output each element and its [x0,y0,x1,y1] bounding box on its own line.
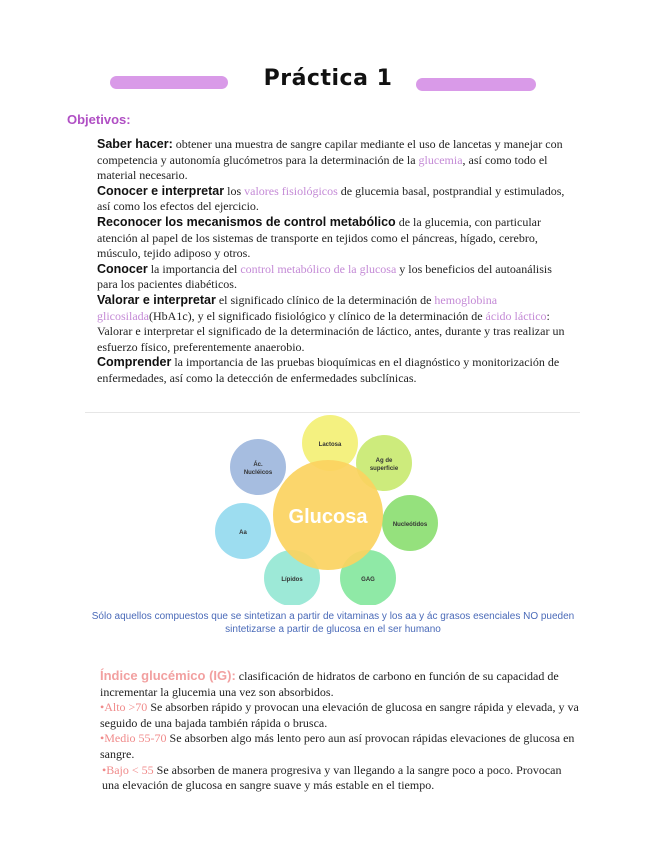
gi-item-label: •Alto >70 [100,700,148,715]
objective-link[interactable]: hemoglobina glicosilada [97,292,498,323]
objective-text: de la glucemia, con particular atención al papel de los sistemas de transporte en tejidos como el páncreas, hígado, cerebro, músculo, tejido adiposo y otros. [97,214,541,261]
objectives-list [92,137,570,387]
objective-lead: Comprender [97,355,172,370]
objective-lead: Valorar e interpretar [97,292,216,307]
diagram-node-ac-nucleicos [230,439,286,495]
gi-item-text: Se absorben de manera progresiva y van llegando a la sangre poco a poco. Provocan una elevación de glucosa en sangre suave y más estable en el tiempo. [102,762,562,793]
diagram-node-label: Ag de [375,458,393,464]
objective-text: , así como todo el material necesario. [97,152,548,183]
objective-link[interactable]: control metabólico de la glucosa [240,261,397,276]
gi-title: Índice glucémico (IG): [100,668,236,683]
diagram-node-label: Lactosa [318,442,342,448]
objectives-heading: Objetivos: [67,112,131,127]
diagram-node-label: GAG [361,577,375,583]
objective-item [92,215,570,262]
section-divider [85,412,580,413]
objective-lead: Conocer e interpretar [97,183,225,198]
objective-text: la importancia del [147,261,241,276]
diagram-center-label: Glucosa [288,506,368,528]
gi-item-text: Se absorben algo más lento pero aun así provocan rápidas elevaciones de glucosa en sangre. [100,731,575,761]
diagram-node-label: superficie [369,466,399,472]
objective-item [92,184,570,215]
objective-link[interactable]: glucemia [418,152,463,167]
gi-intro-text: clasificación de hidratos de carbono en función de su capacidad de incrementar la glucemia una vez son absorbidos. [100,669,559,699]
objective-item [92,137,570,184]
objective-item [92,293,570,355]
diagram-caption: Sólo aquellos compuestos que se sintetizan a partir de vitaminas y los aa y ác grasos esenciales NO pueden sintetizarse a partir de glucosa en el ser humano [91,611,575,635]
glucose-diagram [210,415,450,605]
gi-item-label: •Medio 55-70 [100,731,167,746]
gi-item-label: •Bajo < 55 [102,762,154,777]
objective-text: : Valorar e interpretar el significado de la determinación de láctico, antes, durante y tras realizar un esfuerzo físico, preferentemente anaerobio. [97,308,565,354]
objective-text: (HbA1c), y el significado fisiológico y clínico de la determinación de [148,308,486,323]
objective-text: los [224,183,245,198]
gi-intro [100,668,580,700]
objective-link[interactable]: valores fisiológicos [244,183,338,198]
diagram-node-label: Nucleótidos [392,522,428,528]
gi-item-text: Se absorben rápido y provocan una elevación de glucosa en sangre rápida y elevada, y va seguido de una bajada también rápida o brusca. [100,700,579,730]
diagram-node-label: Nucléicos [243,470,273,476]
objective-link[interactable]: ácido láctico [485,308,547,323]
objective-item [92,355,570,386]
diagram-node-label: Aa [239,530,247,536]
gi-item [100,763,580,794]
objective-text: el significado clínico de la determinación de [215,292,435,307]
objective-lead: Reconocer los mecanismos de control metabólico [97,214,396,229]
objective-text: y los beneficios del autoanálisis para los pacientes diabéticos. [97,261,552,292]
gi-item [100,731,580,762]
gi-item [100,700,580,731]
objective-text: de glucemia basal, postprandial y estimulados, así como los efectos del ejercicio. [97,183,565,214]
diagram-node-label: Lípidos [281,577,303,583]
objective-lead: Saber hacer: [97,137,173,151]
objective-lead: Conocer [97,261,148,276]
objective-text: la importancia de las pruebas bioquímicas en el diagnóstico y monitorización de enfermedades, así como la detección de enfermedades subclínicas. [97,355,560,385]
diagram-node-nucleotidos [382,495,438,551]
page-title: Práctica 1 [263,66,393,91]
diagram-center [273,460,383,570]
objective-item [92,262,570,293]
diagram-node-aa [215,503,271,559]
objective-text: obtener una muestra de sangre capilar mediante el uso de lancetas y manejar con competencia y autonomía glucómetros para la determinación de la [97,137,563,167]
diagram-node-label: Ác. [253,462,263,468]
glycemic-index-section [100,668,580,794]
